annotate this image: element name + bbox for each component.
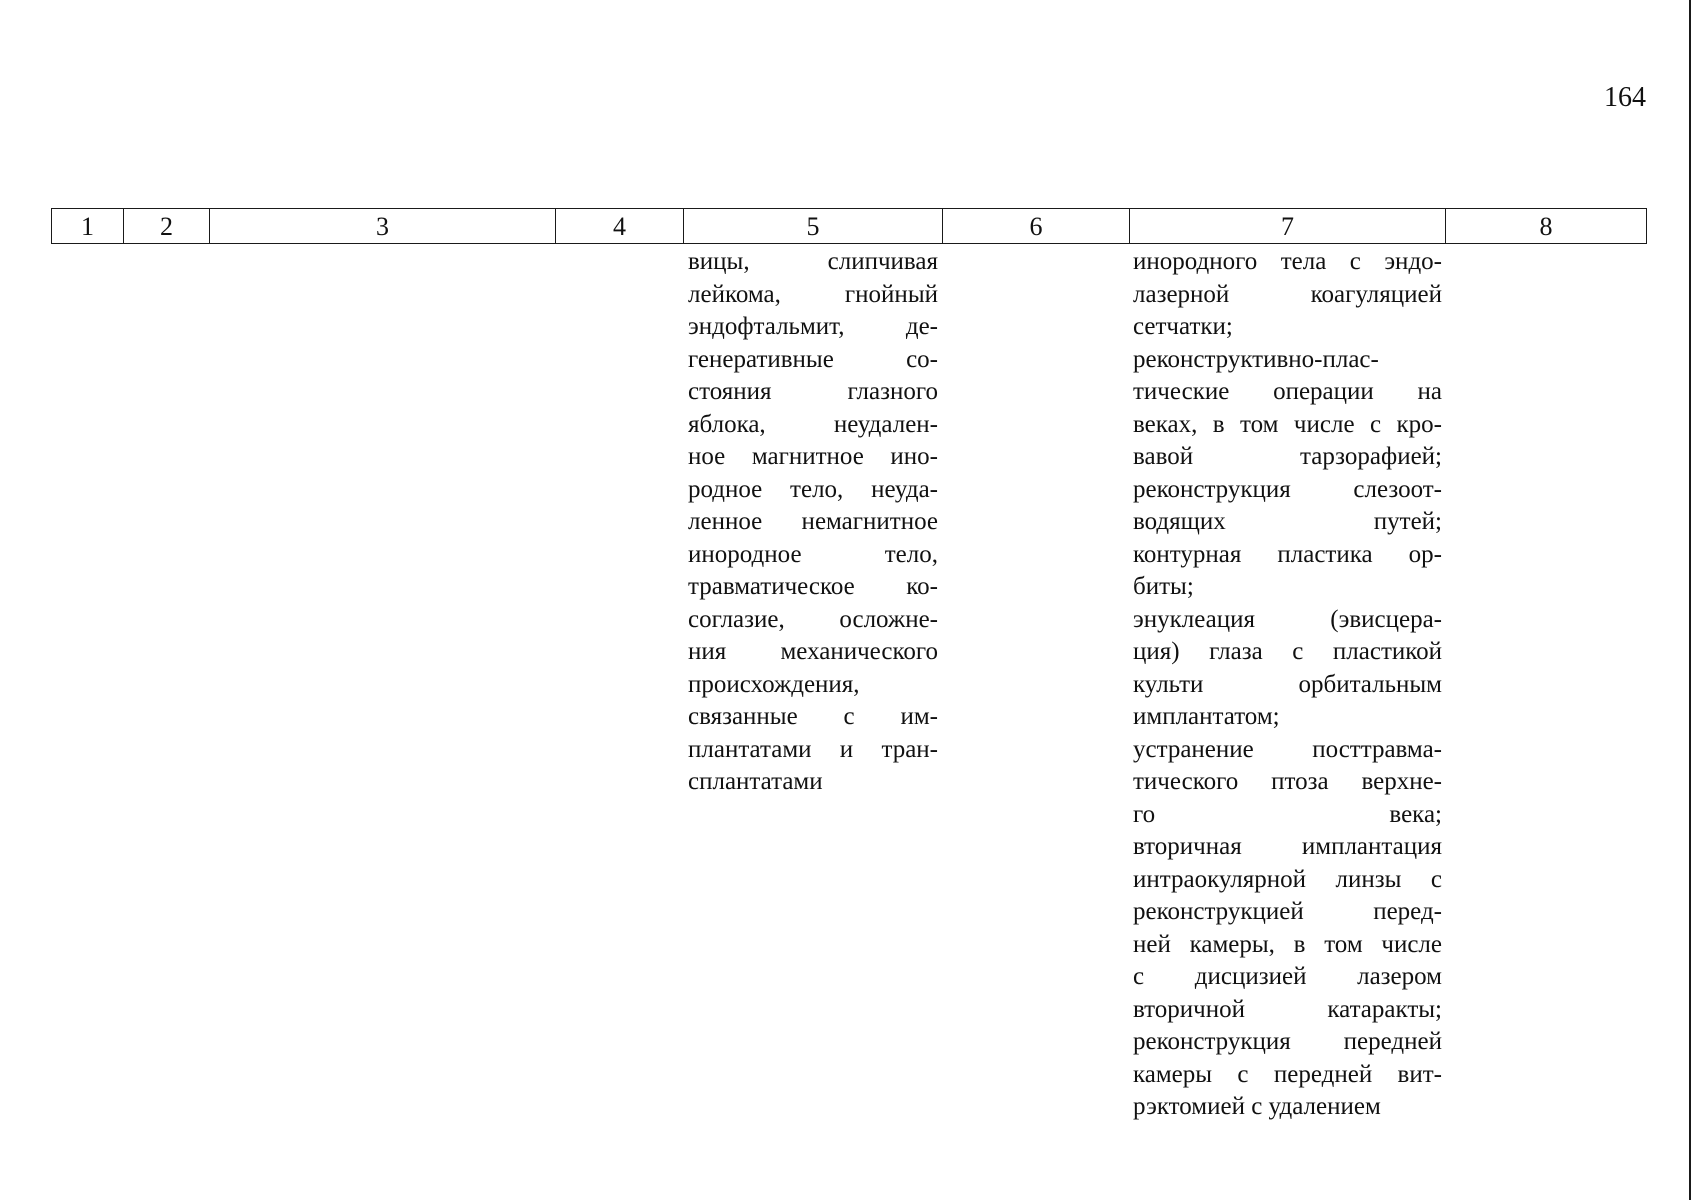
column-5-line: лейкома, гнойный bbox=[688, 280, 938, 308]
column-7-line: реконструкция слезоот- bbox=[1133, 475, 1442, 503]
column-5-line: яблока, неудален- bbox=[688, 410, 938, 438]
column-7-line: реконструктивно-плас- bbox=[1133, 345, 1379, 373]
column-7-line: ней камеры, в том числе bbox=[1133, 930, 1442, 958]
header-col-6: 6 bbox=[943, 209, 1130, 244]
column-5-line: соглазие, осложне- bbox=[688, 605, 938, 633]
header-col-7: 7 bbox=[1130, 209, 1446, 244]
column-7-line: водящих путей; bbox=[1133, 508, 1442, 535]
column-7-line: реконструкция передней bbox=[1133, 1028, 1442, 1055]
column-5-line: генеративные со- bbox=[688, 345, 938, 373]
column-7-line: реконструкцией перед- bbox=[1133, 898, 1442, 925]
column-7-line: веках, в том числе с кро- bbox=[1133, 410, 1442, 438]
column-5-line: ленное немагнитное bbox=[688, 508, 938, 535]
column-5-text bbox=[688, 246, 938, 799]
header-col-5: 5 bbox=[684, 209, 943, 244]
column-7-line: с дисцизией лазером bbox=[1133, 963, 1442, 990]
column-7-line: лазерной коагуляцией bbox=[1133, 280, 1442, 308]
column-5-line: эндофтальмит, де- bbox=[688, 313, 938, 340]
column-7-line: интраокулярной линзы с bbox=[1133, 865, 1442, 893]
column-5-line: травматическое ко- bbox=[688, 573, 938, 600]
column-7-line: вторичная имплантация bbox=[1133, 833, 1442, 860]
column-7-line: сетчатки; bbox=[1133, 313, 1233, 340]
column-number-header bbox=[51, 208, 1647, 244]
column-5-line: плантатами и тран- bbox=[688, 735, 938, 763]
column-5-line: связанные с им- bbox=[688, 703, 938, 730]
header-col-2: 2 bbox=[124, 209, 210, 244]
column-7-line: культи орбитальным bbox=[1133, 670, 1442, 698]
header-col-4: 4 bbox=[556, 209, 684, 244]
column-7-line: го века; bbox=[1133, 800, 1442, 828]
column-7-line: инородного тела с эндо- bbox=[1133, 248, 1442, 275]
column-7-line: ция) глаза с пластикой bbox=[1133, 638, 1442, 665]
column-7-line: энуклеация (эвисцера- bbox=[1133, 605, 1442, 633]
column-5-line: стояния глазного bbox=[688, 378, 938, 405]
column-5-line: ния механического bbox=[688, 638, 938, 665]
column-7-line: вторичной катаракты; bbox=[1133, 995, 1442, 1023]
column-7-line: контурная пластика ор- bbox=[1133, 540, 1442, 568]
header-col-8: 8 bbox=[1446, 209, 1647, 244]
column-5-line: ное магнитное ино- bbox=[688, 443, 938, 470]
column-7-line: устранение посттравма- bbox=[1133, 735, 1442, 763]
column-5-line: сплантатами bbox=[688, 768, 823, 795]
column-5-line: инородное тело, bbox=[688, 540, 938, 568]
column-7-line: биты; bbox=[1133, 573, 1194, 600]
page-edge-line bbox=[1689, 0, 1691, 1200]
column-5-line: вицы, слипчивая bbox=[688, 248, 938, 275]
page-number: 164 bbox=[1604, 82, 1646, 113]
column-7-line: имплантатом; bbox=[1133, 703, 1280, 730]
column-7-line: тического птоза верхне- bbox=[1133, 768, 1442, 795]
column-7-line: тические операции на bbox=[1133, 378, 1442, 405]
column-7-line: камеры с передней вит- bbox=[1133, 1060, 1442, 1088]
column-7-line: рэктомией с удалением bbox=[1133, 1093, 1381, 1120]
column-5-line: происхождения, bbox=[688, 670, 860, 698]
column-5-line: родное тело, неуда- bbox=[688, 475, 938, 503]
header-col-3: 3 bbox=[210, 209, 556, 244]
header-col-1: 1 bbox=[52, 209, 124, 244]
column-7-text bbox=[1133, 246, 1442, 1124]
header-row bbox=[52, 209, 1647, 244]
column-7-line: вавой тарзорафией; bbox=[1133, 443, 1442, 470]
